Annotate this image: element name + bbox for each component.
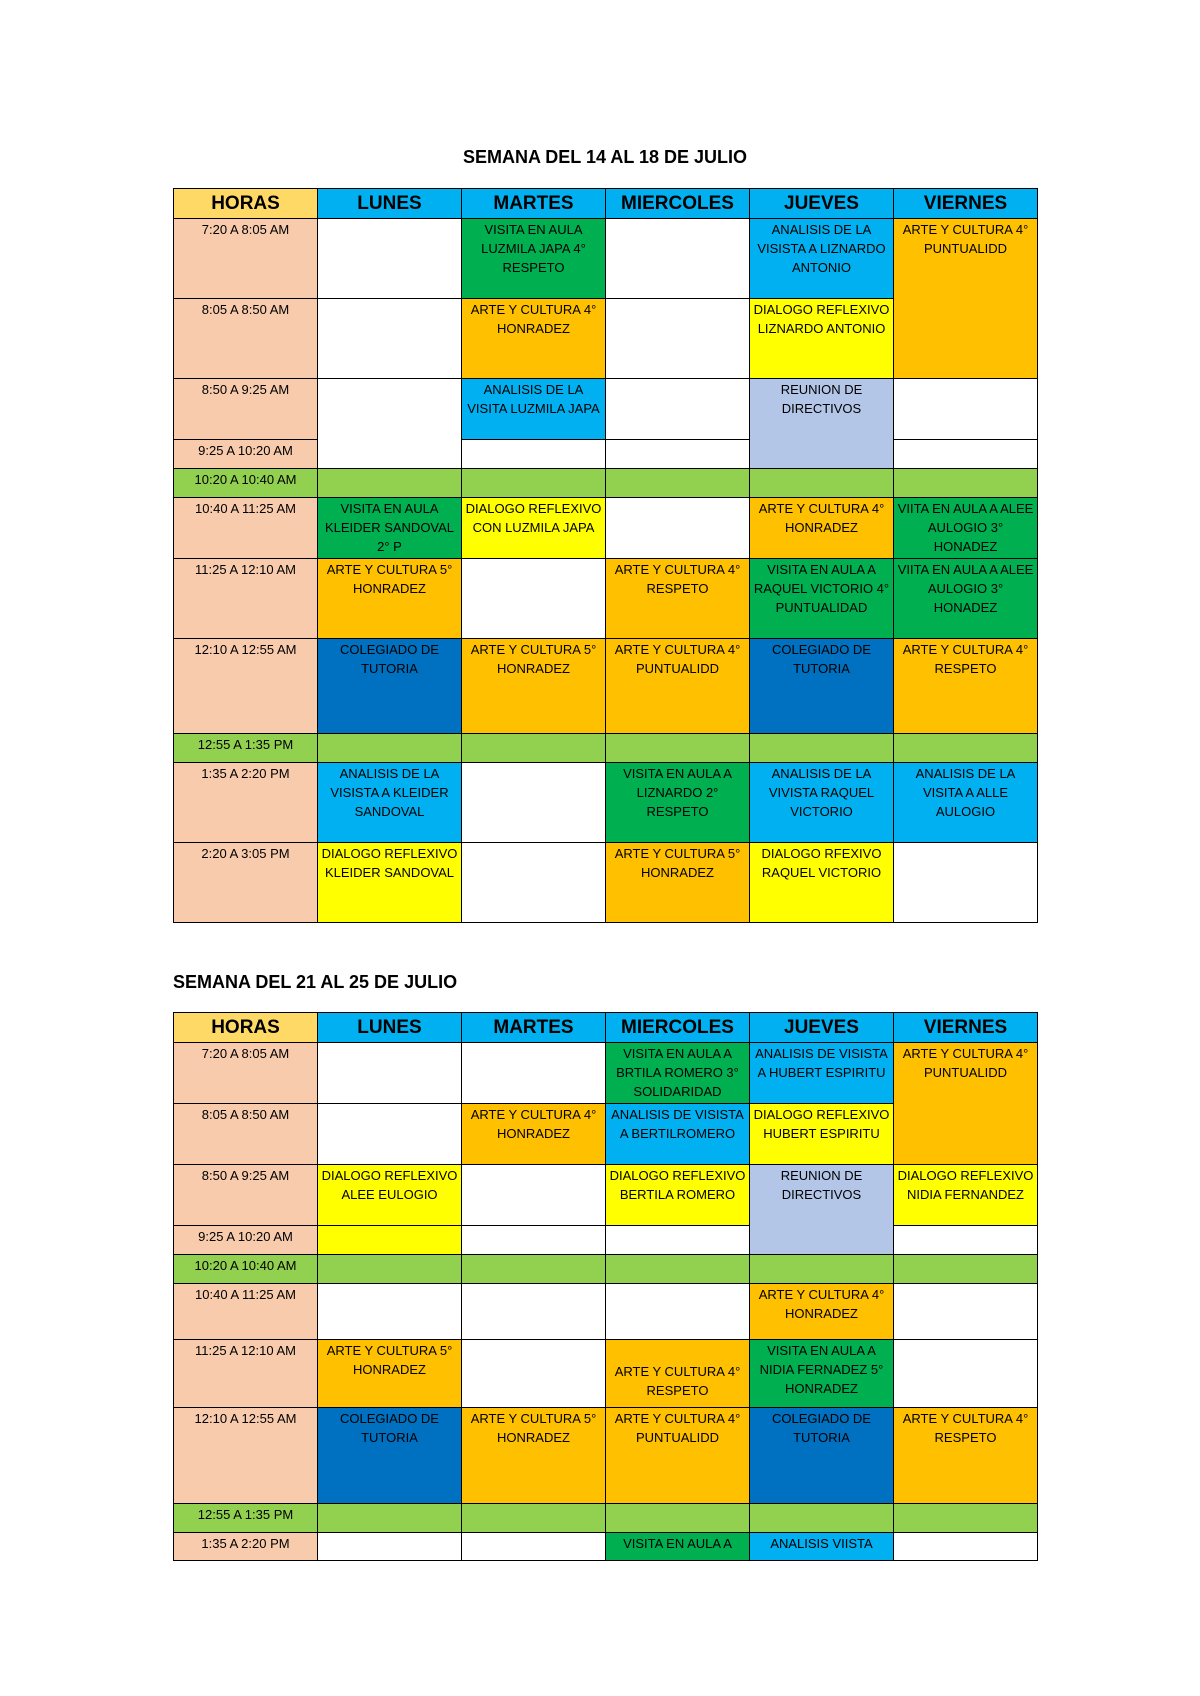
break-row (174, 1255, 1038, 1284)
break-cell (606, 734, 750, 763)
activity-cell: ARTE Y CULTURA 4° RESPETO (894, 1408, 1038, 1504)
activity-cell: ANALISIS DE VISISTA A HUBERT ESPIRITU (750, 1043, 894, 1104)
table-row (174, 1226, 1038, 1255)
activity-cell: ARTE Y CULTURA 4° RESPETO (894, 639, 1038, 734)
time-cell: 7:20 A 8:05 AM (174, 1043, 318, 1104)
empty-cell (606, 1226, 750, 1255)
empty-cell (606, 219, 750, 299)
activity-cell: DIALOGO REFLEXIVO NIDIA FERNANDEZ (894, 1165, 1038, 1226)
time-cell: 10:40 A 11:25 AM (174, 1284, 318, 1340)
activity-cell: ANALISIS DE LA VISISTA A KLEIDER SANDOVAL (318, 763, 462, 843)
time-cell: 7:20 A 8:05 AM (174, 219, 318, 299)
time-cell: 10:40 A 11:25 AM (174, 498, 318, 559)
activity-cell: DIALOGO REFLEXIVO ALEE EULOGIO (318, 1165, 462, 1226)
header-horas: HORAS (174, 1013, 318, 1043)
activity-cell: COLEGIADO DE TUTORIA (318, 639, 462, 734)
break-cell (462, 1255, 606, 1284)
time-cell: 8:05 A 8:50 AM (174, 1104, 318, 1165)
activity-cell: ARTE Y CULTURA 5° HONRADEZ (318, 559, 462, 639)
activity-cell: VISITA EN AULA A BRTILA ROMERO 3° SOLIDARIDAD (606, 1043, 750, 1104)
activity-cell: ANALISIS VIISTA (750, 1533, 894, 1561)
activity-cell: DIALOGO REFLEXIVO CON LUZMILA JAPA (462, 498, 606, 559)
table-row (174, 1340, 1038, 1408)
activity-cell: REUNION DE DIRECTIVOS (750, 1165, 894, 1255)
week1-title: SEMANA DEL 14 AL 18 DE JULIO (462, 147, 748, 167)
empty-cell (318, 1104, 462, 1165)
break-cell (318, 1504, 462, 1533)
activity-cell: VISITA EN AULA A (606, 1533, 750, 1561)
week2-title: SEMANA DEL 21 AL 25 DE JULIO (173, 972, 458, 992)
empty-cell (606, 1284, 750, 1340)
empty-cell (894, 379, 1038, 440)
time-cell: 8:50 A 9:25 AM (174, 1165, 318, 1226)
activity-cell: ARTE Y CULTURA 5° HONRADEZ (606, 843, 750, 923)
empty-cell (894, 1284, 1038, 1340)
header-miercoles: MIERCOLES (606, 189, 750, 219)
table-row (174, 1043, 1038, 1104)
empty-cell (606, 440, 750, 469)
activity-cell: ARTE Y CULTURA 4° HONRADEZ (750, 1284, 894, 1340)
empty-cell (894, 440, 1038, 469)
activity-cell: ARTE Y CULTURA 4° RESPETO (606, 1340, 750, 1408)
empty-cell (462, 1340, 606, 1408)
time-cell: 8:05 A 8:50 AM (174, 299, 318, 379)
break-cell (318, 734, 462, 763)
activity-cell: DIALOGO REFLEXIVO KLEIDER SANDOVAL (318, 843, 462, 923)
time-cell: 12:55 A 1:35 PM (174, 1504, 318, 1533)
empty-cell (462, 1533, 606, 1561)
activity-cell: ARTE Y CULTURA 5° HONRADEZ (318, 1340, 462, 1408)
header-miercoles: MIERCOLES (606, 1013, 750, 1043)
empty-cell (462, 559, 606, 639)
activity-cell: ARTE Y CULTURA 4° HONRADEZ (462, 299, 606, 379)
time-cell: 10:20 A 10:40 AM (174, 469, 318, 498)
table-row (174, 559, 1038, 639)
activity-cell: ARTE Y CULTURA 4° PUNTUALIDD (894, 219, 1038, 379)
activity-cell: ANALISIS DE VISISTA A BERTILROMERO (606, 1104, 750, 1165)
break-cell (750, 469, 894, 498)
header-jueves: JUEVES (750, 1013, 894, 1043)
empty-cell (318, 379, 462, 469)
break-cell (894, 1255, 1038, 1284)
activity-cell: VISITA EN AULA A NIDIA FERNADEZ 5° HONRADEZ (750, 1340, 894, 1408)
table-row (174, 1533, 1038, 1561)
break-cell (606, 469, 750, 498)
activity-cell: DIALOGO REFLEXIVO HUBERT ESPIRITU (750, 1104, 894, 1165)
activity-cell: ARTE Y CULTURA 4° PUNTUALIDD (894, 1043, 1038, 1165)
break-cell (462, 469, 606, 498)
break-cell (894, 1504, 1038, 1533)
break-cell (462, 734, 606, 763)
activity-cell: DIALOGO REFLEXIVO LIZNARDO ANTONIO (750, 299, 894, 379)
empty-cell (462, 440, 606, 469)
break-cell (318, 1255, 462, 1284)
activity-cell: ANALISIS DE LA VISISTA A LIZNARDO ANTONIO (750, 219, 894, 299)
activity-cell: ANALISIS DE LA VIVISTA RAQUEL VICTORIO (750, 763, 894, 843)
header-martes: MARTES (462, 1013, 606, 1043)
break-cell (750, 1504, 894, 1533)
table-row (174, 1165, 1038, 1226)
break-cell (462, 1504, 606, 1533)
empty-cell (462, 843, 606, 923)
table-row (174, 1284, 1038, 1340)
time-cell: 11:25 A 12:10 AM (174, 559, 318, 639)
break-cell (606, 1255, 750, 1284)
time-cell: 1:35 A 2:20 PM (174, 763, 318, 843)
empty-cell (606, 498, 750, 559)
empty-cell (318, 299, 462, 379)
activity-cell: ANALISIS DE LA VISITA LUZMILA JAPA (462, 379, 606, 440)
header-horas: HORAS (174, 189, 318, 219)
activity-cell: ARTE Y CULTURA 4° PUNTUALIDD (606, 1408, 750, 1504)
time-cell: 8:50 A 9:25 AM (174, 379, 318, 440)
empty-cell (318, 219, 462, 299)
header-martes: MARTES (462, 189, 606, 219)
activity-cell: DIALOGO REFLEXIVO BERTILA ROMERO (606, 1165, 750, 1226)
table-row (174, 763, 1038, 843)
activity-cell: VISITA EN AULA A RAQUEL VICTORIO 4° PUNTUALIDAD (750, 559, 894, 639)
header-lunes: LUNES (318, 189, 462, 219)
activity-cell: REUNION DE DIRECTIVOS (750, 379, 894, 469)
table-row (174, 440, 1038, 469)
activity-cell: VISITA EN AULA A LIZNARDO 2° RESPETO (606, 763, 750, 843)
activity-cell: ARTE Y CULTURA 5° HONRADEZ (462, 1408, 606, 1504)
time-cell: 2:20 A 3:05 PM (174, 843, 318, 923)
break-cell (606, 1504, 750, 1533)
activity-cell: DIALOGO RFEXIVO RAQUEL VICTORIO (750, 843, 894, 923)
empty-cell (462, 1165, 606, 1226)
activity-cell: ANALISIS DE LA VISITA A ALLE AULOGIO (894, 763, 1038, 843)
week1-schedule-table (173, 188, 1038, 923)
time-cell: 11:25 A 12:10 AM (174, 1340, 318, 1408)
table-row (174, 1408, 1038, 1504)
table-row (174, 219, 1038, 299)
activity-cell: COLEGIADO DE TUTORIA (750, 639, 894, 734)
empty-cell (894, 1226, 1038, 1255)
empty-cell (606, 299, 750, 379)
time-cell: 12:55 A 1:35 PM (174, 734, 318, 763)
table-row (174, 379, 1038, 440)
empty-cell (894, 1533, 1038, 1561)
empty-cell (606, 379, 750, 440)
activity-cell: ARTE Y CULTURA 4° PUNTUALIDD (606, 639, 750, 734)
activity-cell: ARTE Y CULTURA 4° RESPETO (606, 559, 750, 639)
activity-cell: ARTE Y CULTURA 4° HONRADEZ (462, 1104, 606, 1165)
break-row (174, 469, 1038, 498)
activity-cell: ARTE Y CULTURA 5° HONRADEZ (462, 639, 606, 734)
empty-cell (894, 843, 1038, 923)
activity-cell: COLEGIADO DE TUTORIA (750, 1408, 894, 1504)
table-row (174, 843, 1038, 923)
empty-cell (318, 1284, 462, 1340)
time-cell: 9:25 A 10:20 AM (174, 1226, 318, 1255)
empty-cell (894, 1340, 1038, 1408)
break-row (174, 734, 1038, 763)
break-cell (318, 469, 462, 498)
header-viernes: VIERNES (894, 189, 1038, 219)
table-row (174, 498, 1038, 559)
time-cell: 10:20 A 10:40 AM (174, 1255, 318, 1284)
header-jueves: JUEVES (750, 189, 894, 219)
empty-cell (462, 1284, 606, 1340)
activity-cell: VISITA EN AULA KLEIDER SANDOVAL 2° P (318, 498, 462, 559)
time-cell: 1:35 A 2:20 PM (174, 1533, 318, 1561)
empty-cell (462, 763, 606, 843)
break-row (174, 1504, 1038, 1533)
activity-cell: ARTE Y CULTURA 4° HONRADEZ (750, 498, 894, 559)
time-cell: 12:10 A 12:55 AM (174, 639, 318, 734)
activity-cell: VIITA EN AULA A ALEE AULOGIO 3° HONADEZ (894, 498, 1038, 559)
activity-cell: VISITA EN AULA LUZMILA JAPA 4° RESPETO (462, 219, 606, 299)
empty-cell (462, 1226, 606, 1255)
empty-cell (318, 1533, 462, 1561)
week2-schedule-table (173, 1012, 1038, 1561)
empty-cell (318, 1043, 462, 1104)
table-header-row (174, 189, 1038, 219)
header-viernes: VIERNES (894, 1013, 1038, 1043)
break-cell (750, 1255, 894, 1284)
table-header-row (174, 1013, 1038, 1043)
table-row (174, 639, 1038, 734)
time-cell: 12:10 A 12:55 AM (174, 1408, 318, 1504)
activity-cell: VIITA EN AULA A ALEE AULOGIO 3° HONADEZ (894, 559, 1038, 639)
activity-cell (318, 1226, 462, 1255)
break-cell (894, 469, 1038, 498)
empty-cell (462, 1043, 606, 1104)
break-cell (750, 734, 894, 763)
header-lunes: LUNES (318, 1013, 462, 1043)
activity-cell: COLEGIADO DE TUTORIA (318, 1408, 462, 1504)
break-cell (894, 734, 1038, 763)
time-cell: 9:25 A 10:20 AM (174, 440, 318, 469)
